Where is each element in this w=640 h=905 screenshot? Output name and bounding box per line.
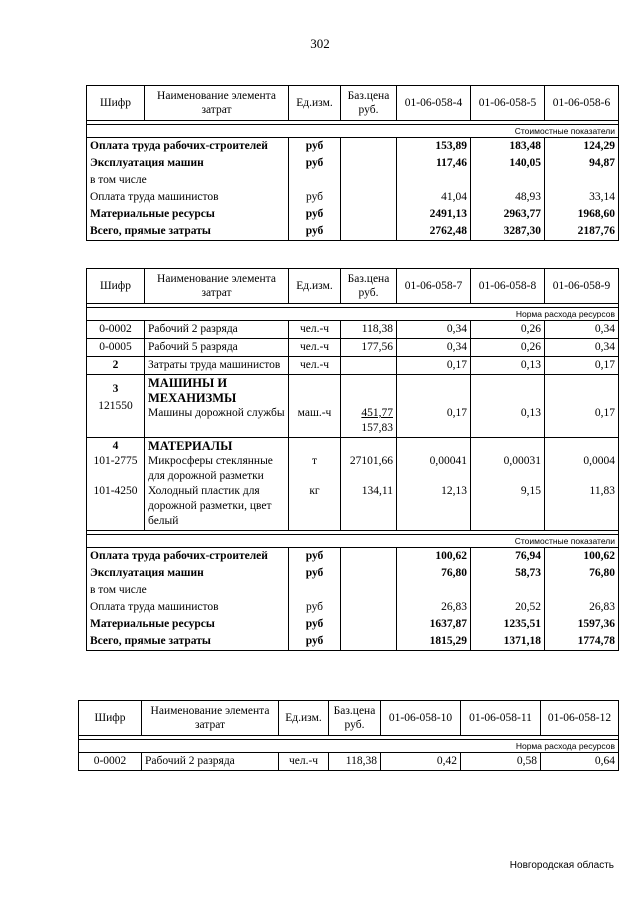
cell-value: 11,83 bbox=[589, 485, 615, 497]
header-col: 01-06-058-5 bbox=[471, 86, 545, 121]
header-col: 01-06-058-10 bbox=[381, 701, 461, 736]
header-price: Баз.цена руб. bbox=[329, 701, 381, 736]
section-title: МАТЕРИАЛЫ bbox=[148, 439, 233, 453]
cell-value: 1774,78 bbox=[545, 633, 619, 651]
section-label: Стоимостные показатели bbox=[87, 535, 619, 548]
row-unit: чел.-ч bbox=[289, 357, 341, 375]
header-name: Наименование элемента затрат bbox=[145, 269, 289, 304]
cell-value: 0,34 bbox=[397, 339, 471, 357]
table-header bbox=[87, 86, 619, 121]
row-code: 4 bbox=[112, 440, 119, 452]
header-price: Баз.цена руб. bbox=[341, 269, 397, 304]
row-unit: руб bbox=[289, 223, 341, 241]
table-row bbox=[87, 357, 619, 375]
cell-value: 0,34 bbox=[545, 321, 619, 339]
cell-value: 153,89 bbox=[397, 138, 471, 156]
cell-value: 1371,18 bbox=[471, 633, 545, 651]
page-number: 302 bbox=[310, 36, 330, 51]
row-name: Затраты труда машинистов bbox=[145, 357, 289, 375]
table-row bbox=[87, 321, 619, 339]
cell-value: 2491,13 bbox=[397, 206, 471, 223]
section-title: МАШИНЫ И МЕХАНИЗМЫ bbox=[148, 376, 237, 405]
row-price: 27101,66 bbox=[349, 455, 393, 467]
header-unit: Ед.изм. bbox=[289, 86, 341, 121]
row-name: Микросферы стеклянные для дорожной разметки bbox=[148, 455, 273, 482]
header-col: 01-06-058-6 bbox=[545, 86, 619, 121]
cell-value: 1968,60 bbox=[545, 206, 619, 223]
row-name: Материальные ресурсы bbox=[87, 616, 289, 633]
section-label: Норма расхода ресурсов bbox=[87, 308, 619, 321]
row-price: 134,11 bbox=[361, 485, 393, 497]
footer-region: Новгородская область bbox=[509, 860, 614, 871]
table-row bbox=[87, 206, 619, 223]
header-col: 01-06-058-12 bbox=[541, 701, 619, 736]
row-unit: руб bbox=[289, 206, 341, 223]
cell-value: 183,48 bbox=[471, 138, 545, 156]
cell-value: 2963,77 bbox=[471, 206, 545, 223]
row-unit: т bbox=[311, 455, 318, 467]
table-row bbox=[87, 138, 619, 156]
cell-value: 1637,87 bbox=[397, 616, 471, 633]
cell-value: 124,29 bbox=[545, 138, 619, 156]
table-row bbox=[87, 633, 619, 651]
row-code: 0-0005 bbox=[87, 339, 145, 357]
row-unit: руб bbox=[289, 155, 341, 172]
row-code: 0-0002 bbox=[79, 753, 142, 771]
header-unit: Ед.изм. bbox=[289, 269, 341, 304]
cell-value: 1597,36 bbox=[545, 616, 619, 633]
row-code: 0-0002 bbox=[87, 321, 145, 339]
row-price: 451,77 bbox=[361, 407, 393, 419]
header-name: Наименование элемента затрат bbox=[142, 701, 279, 736]
header-name: Наименование элемента затрат bbox=[145, 86, 289, 121]
row-name: в том числе bbox=[87, 582, 289, 599]
cell-value: 100,62 bbox=[545, 548, 619, 566]
row-name: Рабочий 5 разряда bbox=[145, 339, 289, 357]
header-col: 01-06-058-8 bbox=[471, 269, 545, 304]
row-code: 101-4250 bbox=[93, 485, 138, 497]
cell-value: 140,05 bbox=[471, 155, 545, 172]
cell-value: 58,73 bbox=[471, 565, 545, 582]
cell-value: 2187,76 bbox=[545, 223, 619, 241]
row-unit: руб bbox=[289, 548, 341, 566]
header-col: 01-06-058-7 bbox=[397, 269, 471, 304]
cell-value: 0,17 bbox=[545, 357, 619, 375]
resource-table-3 bbox=[78, 700, 619, 771]
row-unit: кг bbox=[309, 485, 320, 497]
row-name: Рабочий 2 разряда bbox=[145, 321, 289, 339]
cell-value: 76,80 bbox=[545, 565, 619, 582]
cost-table-1 bbox=[86, 85, 619, 241]
cell-value: 0,17 bbox=[446, 407, 467, 419]
header-code: Шифр bbox=[87, 269, 145, 304]
row-code: 121550 bbox=[98, 400, 133, 412]
cell-value: 0,13 bbox=[471, 357, 545, 375]
table-row bbox=[87, 339, 619, 357]
section-label: Стоимостные показатели bbox=[87, 125, 619, 138]
row-name: Эксплуатация машин bbox=[87, 155, 289, 172]
cell-value: 48,93 bbox=[471, 189, 545, 206]
cell-value: 0,34 bbox=[545, 339, 619, 357]
cell-value: 0,00031 bbox=[503, 455, 541, 467]
cell-value: 0,17 bbox=[397, 357, 471, 375]
row-name: в том числе bbox=[87, 172, 289, 189]
row-name: Машины дорожной службы bbox=[148, 407, 285, 419]
cell-value: 9,15 bbox=[520, 485, 541, 497]
row-unit: руб bbox=[289, 616, 341, 633]
row-name: Оплата труда рабочих-строителей bbox=[87, 138, 289, 156]
cell-value: 0,34 bbox=[397, 321, 471, 339]
cell-value: 0,00041 bbox=[429, 455, 467, 467]
cell-value: 0,13 bbox=[520, 407, 541, 419]
row-unit: маш.-ч bbox=[297, 407, 332, 419]
table-row bbox=[87, 582, 619, 599]
cell-value: 26,83 bbox=[397, 599, 471, 616]
row-name: Холодный пластик для дорожной разметки, цвет белый bbox=[148, 485, 272, 527]
cell-value: 0,26 bbox=[471, 339, 545, 357]
table-row bbox=[87, 616, 619, 633]
cell-value: 2762,48 bbox=[397, 223, 471, 241]
row-unit: чел.-ч bbox=[279, 753, 329, 771]
row-code: 3 bbox=[112, 383, 119, 395]
row-price: 118,38 bbox=[341, 321, 397, 339]
row-name: Оплата труда машинистов bbox=[87, 599, 289, 616]
table-row bbox=[87, 223, 619, 241]
cell-value: 117,46 bbox=[397, 155, 471, 172]
row-name: Всего, прямые затраты bbox=[87, 633, 289, 651]
row-name: Материальные ресурсы bbox=[87, 206, 289, 223]
row-price: 177,56 bbox=[341, 339, 397, 357]
row-unit: руб bbox=[289, 633, 341, 651]
header-col: 01-06-058-9 bbox=[545, 269, 619, 304]
cell-value: 0,42 bbox=[381, 753, 461, 771]
row-unit: руб bbox=[289, 189, 341, 206]
row-name: Эксплуатация машин bbox=[87, 565, 289, 582]
row-name: Рабочий 2 разряда bbox=[142, 753, 279, 771]
cell-value: 76,80 bbox=[397, 565, 471, 582]
row-unit: руб bbox=[289, 565, 341, 582]
row-unit: чел.-ч bbox=[289, 339, 341, 357]
cell-value: 0,58 bbox=[461, 753, 541, 771]
row-price: 118,38 bbox=[329, 753, 381, 771]
row-name: Всего, прямые затраты bbox=[87, 223, 289, 241]
cell-value: 0,17 bbox=[594, 407, 615, 419]
row-name: Оплата труда рабочих-строителей bbox=[87, 548, 289, 566]
table-row bbox=[87, 599, 619, 616]
header-code: Шифр bbox=[79, 701, 142, 736]
row-unit: чел.-ч bbox=[289, 321, 341, 339]
cell-value: 33,14 bbox=[545, 189, 619, 206]
cell-value: 1235,51 bbox=[471, 616, 545, 633]
table-row bbox=[87, 375, 619, 438]
cell-value: 26,83 bbox=[545, 599, 619, 616]
row-price: 157,83 bbox=[361, 422, 393, 434]
header-col: 01-06-058-11 bbox=[461, 701, 541, 736]
cell-value: 3287,30 bbox=[471, 223, 545, 241]
cell-value: 1815,29 bbox=[397, 633, 471, 651]
resource-table-2 bbox=[86, 268, 619, 651]
table-row bbox=[87, 155, 619, 172]
header-col: 01-06-058-4 bbox=[397, 86, 471, 121]
table-row bbox=[87, 172, 619, 189]
table-row bbox=[79, 753, 619, 771]
header-code: Шифр bbox=[87, 86, 145, 121]
cell-value: 0,0004 bbox=[583, 455, 615, 467]
cell-value: 0,64 bbox=[541, 753, 619, 771]
row-unit: руб bbox=[289, 138, 341, 156]
table-header bbox=[87, 269, 619, 304]
row-code: 101-2775 bbox=[93, 455, 138, 467]
row-code: 2 bbox=[87, 357, 145, 375]
table-row bbox=[87, 548, 619, 566]
table-header bbox=[79, 701, 619, 736]
cell-value: 100,62 bbox=[397, 548, 471, 566]
row-name: Оплата труда машинистов bbox=[87, 189, 289, 206]
cell-value: 0,26 bbox=[471, 321, 545, 339]
section-label: Норма расхода ресурсов bbox=[79, 740, 619, 753]
row-unit: руб bbox=[289, 599, 341, 616]
table-row bbox=[87, 565, 619, 582]
cell-value: 12,13 bbox=[441, 485, 467, 497]
cell-value: 20,52 bbox=[471, 599, 545, 616]
cell-value: 76,94 bbox=[471, 548, 545, 566]
cell-value: 41,04 bbox=[397, 189, 471, 206]
header-price: Баз.цена руб. bbox=[341, 86, 397, 121]
table-row bbox=[87, 438, 619, 531]
header-unit: Ед.изм. bbox=[279, 701, 329, 736]
cell-value: 94,87 bbox=[545, 155, 619, 172]
table-row bbox=[87, 189, 619, 206]
